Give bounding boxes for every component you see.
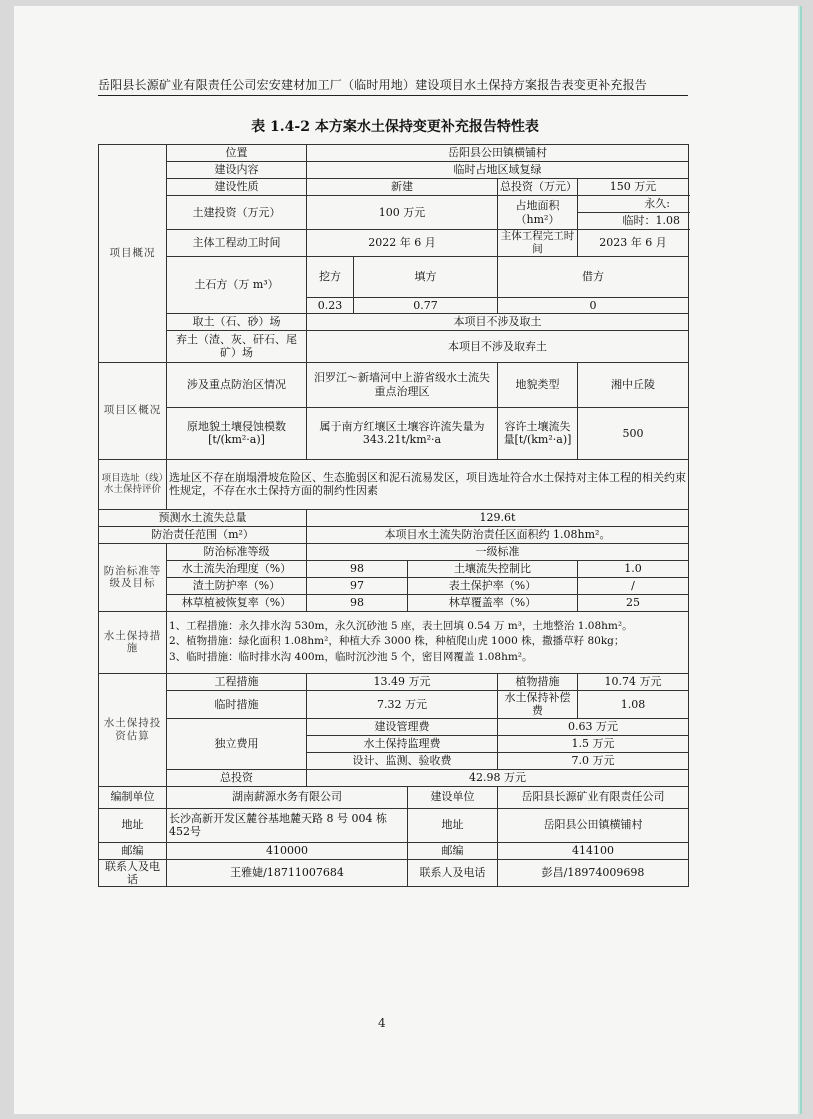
erosion-value: 属于南方红壤区土壤容许流失量为343.21t/km²·a — [307, 407, 498, 459]
table-title: 表 1.4-2 本方案水土保持变更补充报告特性表 — [251, 119, 539, 135]
category-measures: 水土保持措施 — [99, 611, 167, 673]
category-overview: 项目概况 — [99, 145, 167, 363]
predict-label: 预测水土流失总量 — [99, 509, 307, 526]
indep-item-value: 1.5 万元 — [498, 735, 689, 752]
fill-value: 0.77 — [354, 297, 498, 313]
characteristics-table — [98, 144, 689, 887]
std-label-6: 林草覆盖率（%） — [408, 594, 578, 611]
compiler-value: 湖南薪源水务有限公司 — [167, 786, 408, 808]
eng-label: 工程措施 — [167, 673, 307, 690]
table-row — [99, 330, 689, 362]
std-label-5: 林草植被恢复率（%） — [167, 594, 307, 611]
eng-value: 13.49 万元 — [307, 673, 498, 690]
addr-label: 地址 — [99, 808, 167, 842]
allow-value: 500 — [578, 407, 689, 459]
indep-item-label: 建设管理费 — [307, 718, 498, 735]
builder-label: 建设单位 — [408, 786, 498, 808]
table-row — [99, 673, 689, 690]
landform-label: 地貌类型 — [498, 362, 578, 407]
builder-addr: 岳阳县公田镇横铺村 — [498, 808, 689, 842]
plant-label: 植物措施 — [498, 673, 578, 690]
site-eval-value: 选址区不存在崩塌滑坡危险区、生态脆弱区和泥石流易发区，项目选址符合水土保持对主体工程的相关约束性规定，不存在水土保持方面的制约性因素 — [167, 459, 689, 509]
addr-label: 地址 — [408, 808, 498, 842]
total-invest-value: 150 万元 — [578, 179, 689, 196]
builder-value: 岳阳县长源矿业有限责任公司 — [498, 786, 689, 808]
indep-item-label: 设计、监测、验收费 — [307, 752, 498, 769]
area-temporary: 临时：1.08 — [578, 213, 689, 230]
total-value: 42.98 万元 — [307, 769, 689, 786]
indep-item-label: 水土保持监理费 — [307, 735, 498, 752]
table-row — [99, 145, 689, 162]
level-label: 防治标准等级 — [167, 543, 307, 560]
page-number: 4 — [378, 1016, 386, 1030]
location-value: 岳阳县公田镇横铺村 — [307, 145, 689, 162]
indep-item-value: 7.0 万元 — [498, 752, 689, 769]
borrow-value: 0 — [498, 297, 689, 313]
header-divider — [98, 95, 688, 96]
comp-value: 1.08 — [578, 690, 689, 718]
temp-value: 7.32 万元 — [307, 690, 498, 718]
measure-line: 3、临时措施：临时排水沟 400m，临时沉沙池 5 个，密目网覆盖 1.08hm²。 — [169, 651, 533, 664]
content-label: 建设内容 — [167, 162, 307, 179]
borrow-site-value: 本项目不涉及取土 — [307, 313, 689, 330]
total-label: 总投资 — [167, 769, 307, 786]
contact-label: 联系人及电话 — [408, 859, 498, 887]
fill-label: 填方 — [354, 256, 498, 297]
spoil-site-value: 本项目不涉及取弃土 — [307, 330, 689, 362]
earthwork-label: 土石方（万 m³） — [167, 256, 307, 313]
plant-value: 10.74 万元 — [578, 673, 689, 690]
std-label-2: 土壤流失控制比 — [408, 560, 578, 577]
builder-zip: 414100 — [498, 842, 689, 859]
table-row — [99, 842, 689, 859]
table-row — [99, 407, 689, 459]
zone-value: 汨罗江～新墙河中上游省级水土流失重点治理区 — [307, 362, 498, 407]
std-value-3: 97 — [307, 577, 408, 594]
content-value: 临时占地区域复绿 — [307, 162, 689, 179]
std-value-4: / — [578, 577, 689, 594]
zip-label: 邮编 — [99, 842, 167, 859]
table-row — [99, 769, 689, 786]
excavation-label: 挖方 — [307, 256, 354, 297]
end-value: 2023 年 6 月 — [578, 230, 689, 257]
table-row — [99, 230, 689, 257]
table-row — [99, 179, 689, 196]
nature-label: 建设性质 — [167, 179, 307, 196]
table-row — [99, 560, 689, 577]
compiler-contact: 王雅婕/18711007684 — [167, 859, 408, 887]
erosion-label: 原地貌土壤侵蚀模数[t/(km²·a)] — [167, 407, 307, 459]
std-label-3: 渣土防护率（%） — [167, 577, 307, 594]
compiler-zip: 410000 — [167, 842, 408, 859]
table-row — [99, 611, 689, 673]
scope-label: 防治责任范围（m²） — [99, 526, 307, 543]
table-row — [99, 594, 689, 611]
measure-line: 1、工程措施：永久排水沟 530m，永久沉砂池 5 座，表土回填 0.54 万 m³，土地整治 1.08hm²。 — [169, 619, 633, 632]
std-label-4: 表土保护率（%） — [408, 577, 578, 594]
end-label: 主体工程完工时间 — [498, 230, 578, 257]
table-row — [99, 313, 689, 330]
comp-label: 水土保持补偿费 — [498, 690, 578, 718]
temp-label: 临时措施 — [167, 690, 307, 718]
table-row — [99, 786, 689, 808]
start-value: 2022 年 6 月 — [307, 230, 498, 257]
table-row — [99, 196, 689, 213]
borrow-label: 借方 — [498, 256, 689, 297]
indep-label: 独立费用 — [167, 718, 307, 769]
table-row — [99, 808, 689, 842]
allow-label: 容许土壤流失量[t/(km²·a)] — [498, 407, 578, 459]
table-row — [99, 690, 689, 718]
category-investment: 水土保持投资估算 — [99, 673, 167, 786]
std-value-2: 1.0 — [578, 560, 689, 577]
category-standard: 防治标准等级及目标 — [99, 543, 167, 611]
table-row — [99, 362, 689, 407]
nature-value: 新建 — [307, 179, 498, 196]
scope-value: 本项目水土流失防治责任区面积约 1.08hm²。 — [307, 526, 689, 543]
report-header: 岳阳县长源矿业有限责任公司宏安建材加工厂（临时用地）建设项目水土保持方案报告表变更补充报告 — [98, 78, 648, 92]
table-row — [99, 162, 689, 179]
indep-item-value: 0.63 万元 — [498, 718, 689, 735]
measure-line: 2、植物措施：绿化面积 1.08hm²，种植大乔 3000 株，种植爬山虎 1000 株，撒播草籽 80kg； — [169, 635, 625, 648]
total-invest-label: 总投资（万元） — [498, 179, 578, 196]
table-row — [99, 543, 689, 560]
zip-label: 邮编 — [408, 842, 498, 859]
category-region: 项目区概况 — [99, 362, 167, 459]
start-label: 主体工程动工时间 — [167, 230, 307, 257]
compiler-addr: 长沙高新开发区麓谷基地麓天路 8 号 004 栋452号 — [167, 808, 408, 842]
table-row — [99, 256, 689, 297]
predict-value: 129.6t — [307, 509, 689, 526]
contact-label: 联系人及电话 — [99, 859, 167, 887]
table-row — [99, 859, 689, 887]
borrow-site-label: 取土（石、砂）场 — [167, 313, 307, 330]
level-value: 一级标准 — [307, 543, 689, 560]
landform-value: 湘中丘陵 — [578, 362, 689, 407]
table-row — [99, 718, 689, 735]
area-permanent: 永久: — [578, 196, 689, 213]
table-row — [99, 509, 689, 526]
std-label-1: 水土流失治理度（%） — [167, 560, 307, 577]
zone-label: 涉及重点防治区情况 — [167, 362, 307, 407]
std-value-6: 25 — [578, 594, 689, 611]
area-label: 占地面积（hm²） — [498, 196, 578, 230]
table-row — [99, 526, 689, 543]
table-row — [99, 577, 689, 594]
excavation-value: 0.23 — [307, 297, 354, 313]
table-row — [99, 459, 689, 509]
builder-contact: 彭昌/18974009698 — [498, 859, 689, 887]
category-site-eval: 项目选址（线）水土保持评价 — [99, 459, 167, 509]
location-label: 位置 — [167, 145, 307, 162]
civil-invest-label: 土建投资（万元） — [167, 196, 307, 230]
civil-invest-value: 100 万元 — [307, 196, 498, 230]
measures-cell — [167, 611, 689, 673]
spoil-site-label: 弃土（渣、灰、矸石、尾矿）场 — [167, 330, 307, 362]
std-value-5: 98 — [307, 594, 408, 611]
std-value-1: 98 — [307, 560, 408, 577]
compiler-label: 编制单位 — [99, 786, 167, 808]
